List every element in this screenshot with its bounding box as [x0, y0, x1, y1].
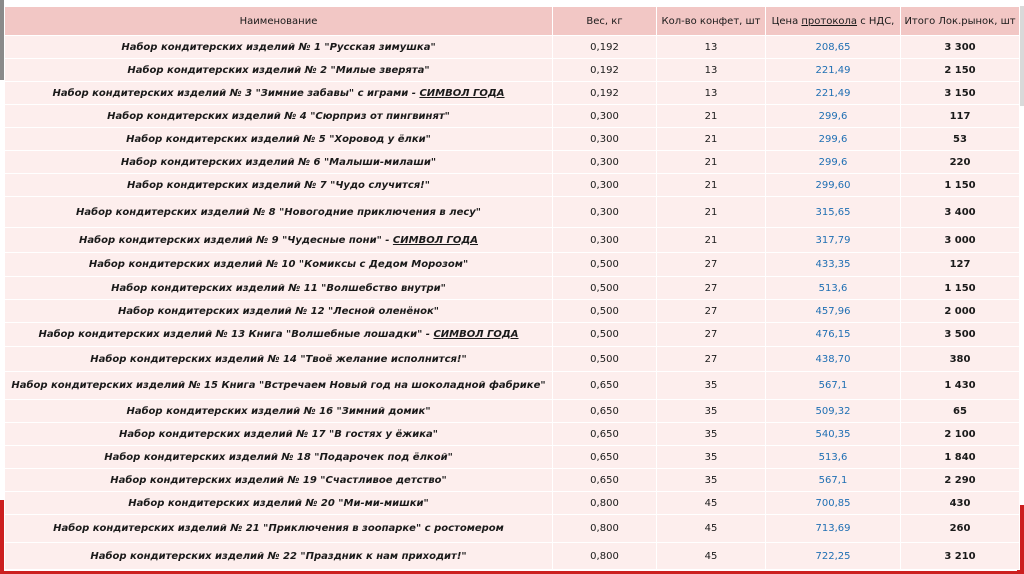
row-weight: 0,500	[553, 323, 657, 347]
row-name-text: Набор кондитерских изделий № 16 "Зимний домик"	[126, 405, 431, 417]
table-row	[5, 174, 1020, 197]
row-name-text: Набор кондитерских изделий № 9 "Чудесные пони" -	[78, 234, 393, 246]
row-weight: 0,800	[553, 543, 657, 570]
products-table	[4, 6, 1020, 570]
table-row	[5, 36, 1020, 59]
row-weight: 0,650	[553, 400, 657, 423]
row-weight: 0,192	[553, 59, 657, 82]
row-price: 513,6	[766, 277, 901, 300]
row-price: 208,65	[766, 36, 901, 59]
right-accent-bar	[1020, 6, 1024, 106]
row-name	[5, 174, 553, 197]
row-total: 3 300	[901, 36, 1020, 59]
row-price: 438,70	[766, 347, 901, 372]
row-qty: 21	[657, 228, 766, 253]
row-weight: 0,192	[553, 36, 657, 59]
row-price: 299,6	[766, 151, 901, 174]
row-weight: 0,500	[553, 347, 657, 372]
table-row	[5, 543, 1020, 570]
row-name-text: Набор кондитерских изделий № 18 "Подарочек под ёлкой"	[104, 451, 453, 463]
row-name-text: Набор кондитерских изделий № 7 "Чудо случится!"	[127, 179, 430, 191]
row-total: 2 290	[901, 469, 1020, 492]
row-weight: 0,650	[553, 446, 657, 469]
header-weight: Вес, кг	[553, 7, 657, 36]
row-total: 260	[901, 515, 1020, 543]
row-qty: 27	[657, 253, 766, 277]
row-price: 540,35	[766, 423, 901, 446]
row-total: 65	[901, 400, 1020, 423]
table-row	[5, 59, 1020, 82]
row-total: 3 150	[901, 82, 1020, 105]
symbol-of-year-label: СИМВОЛ ГОДА	[433, 329, 519, 340]
row-price: 700,85	[766, 492, 901, 515]
row-price: 315,65	[766, 197, 901, 228]
row-price: 567,1	[766, 469, 901, 492]
row-weight: 0,300	[553, 105, 657, 128]
row-total: 3 210	[901, 543, 1020, 570]
row-weight: 0,800	[553, 515, 657, 543]
row-name-text: Набор кондитерских изделий № 22 "Праздник к нам приходит!"	[90, 550, 467, 562]
table-row	[5, 446, 1020, 469]
table-row	[5, 423, 1020, 446]
row-name	[5, 323, 553, 347]
row-weight: 0,300	[553, 174, 657, 197]
row-weight: 0,650	[553, 372, 657, 400]
row-price: 509,32	[766, 400, 901, 423]
row-total: 117	[901, 105, 1020, 128]
row-weight: 0,500	[553, 300, 657, 323]
row-qty: 45	[657, 515, 766, 543]
header-total: Итого Лок.рынок, шт	[901, 7, 1020, 36]
row-price: 722,25	[766, 543, 901, 570]
row-name	[5, 59, 553, 82]
row-name-text: Набор кондитерских изделий № 10 "Комиксы с Дедом Морозом"	[88, 259, 469, 270]
row-price: 567,1	[766, 372, 901, 400]
row-name-text: Набор кондитерских изделий № 15 Книга "Встречаем Новый год на шоколадной фабрике"	[11, 380, 546, 391]
row-qty: 21	[657, 197, 766, 228]
row-qty: 27	[657, 277, 766, 300]
row-qty: 35	[657, 469, 766, 492]
row-name	[5, 228, 553, 253]
row-qty: 45	[657, 492, 766, 515]
row-total: 2 150	[901, 59, 1020, 82]
row-qty: 21	[657, 105, 766, 128]
row-name-text: Набор кондитерских изделий № 19 "Счастливое детство"	[110, 474, 447, 486]
row-qty: 35	[657, 423, 766, 446]
row-total: 430	[901, 492, 1020, 515]
row-total: 127	[901, 253, 1020, 277]
header-price-prefix: Цена	[771, 15, 802, 27]
row-name-text: Набор кондитерских изделий № 17 "В гостях у ёжика"	[118, 428, 439, 440]
row-qty: 21	[657, 174, 766, 197]
row-name	[5, 105, 553, 128]
table-row	[5, 105, 1020, 128]
row-name	[5, 277, 553, 300]
row-qty: 21	[657, 128, 766, 151]
table-row	[5, 372, 1020, 400]
row-total: 3 500	[901, 323, 1020, 347]
row-qty: 13	[657, 59, 766, 82]
row-qty: 21	[657, 151, 766, 174]
row-weight: 0,300	[553, 197, 657, 228]
row-name	[5, 300, 553, 323]
table-row	[5, 515, 1020, 543]
row-weight: 0,192	[553, 82, 657, 105]
row-name	[5, 151, 553, 174]
row-price: 513,6	[766, 446, 901, 469]
table-row	[5, 347, 1020, 372]
table-row	[5, 128, 1020, 151]
row-name	[5, 128, 553, 151]
row-name	[5, 543, 553, 570]
row-name-text: Набор кондитерских изделий № 21 "Приключения в зоопарке" с ростомером	[53, 523, 504, 534]
row-weight: 0,300	[553, 228, 657, 253]
row-weight: 0,650	[553, 469, 657, 492]
row-total: 3 400	[901, 197, 1020, 228]
row-weight: 0,650	[553, 423, 657, 446]
row-total: 380	[901, 347, 1020, 372]
table-row	[5, 300, 1020, 323]
header-name: Наименование	[5, 7, 553, 36]
row-weight: 0,300	[553, 128, 657, 151]
row-name	[5, 197, 553, 228]
table-row	[5, 469, 1020, 492]
row-qty: 13	[657, 36, 766, 59]
symbol-of-year-label: СИМВОЛ ГОДА	[419, 87, 505, 99]
row-qty: 27	[657, 323, 766, 347]
row-total: 1 150	[901, 174, 1020, 197]
table-row	[5, 82, 1020, 105]
header-price	[766, 7, 901, 36]
row-price: 457,96	[766, 300, 901, 323]
row-qty: 13	[657, 82, 766, 105]
row-total: 3 000	[901, 228, 1020, 253]
header-price-link: протокола	[801, 15, 858, 27]
row-qty: 27	[657, 347, 766, 372]
row-total: 1 150	[901, 277, 1020, 300]
row-name-text: Набор кондитерских изделий № 1 "Русская зимушка"	[121, 41, 436, 53]
row-qty: 35	[657, 446, 766, 469]
table-row	[5, 492, 1020, 515]
table-row	[5, 253, 1020, 277]
row-name-text: Набор кондитерских изделий № 6 "Малыши-милаши"	[120, 156, 437, 168]
row-price: 299,6	[766, 105, 901, 128]
symbol-of-year-label: СИМВОЛ ГОДА	[392, 234, 479, 246]
header-price-suffix: с НДС,	[857, 15, 895, 27]
row-qty: 35	[657, 372, 766, 400]
row-name-text: Набор кондитерских изделий № 4 "Сюрприз от пингвинят"	[107, 110, 450, 122]
row-name	[5, 469, 553, 492]
row-total: 2 100	[901, 423, 1020, 446]
row-name-text: Набор кондитерских изделий № 20 "Ми-ми-мишки"	[128, 497, 429, 509]
row-total: 1 840	[901, 446, 1020, 469]
row-weight: 0,800	[553, 492, 657, 515]
row-name-text: Набор кондитерских изделий № 11 "Волшебство внутри"	[111, 282, 446, 294]
row-weight: 0,500	[553, 253, 657, 277]
table-header-row	[5, 7, 1020, 36]
row-qty: 27	[657, 300, 766, 323]
row-name	[5, 82, 553, 105]
row-name-text: Набор кондитерских изделий № 5 "Хоровод у ёлки"	[126, 133, 431, 145]
row-name	[5, 446, 553, 469]
row-name-text: Набор кондитерских изделий № 12 "Лесной оленёнок"	[118, 305, 439, 317]
row-name-text: Набор кондитерских изделий № 14 "Твоё желание исполнится!"	[90, 353, 467, 365]
row-price: 299,6	[766, 128, 901, 151]
row-qty: 45	[657, 543, 766, 570]
row-name	[5, 423, 553, 446]
table-row	[5, 277, 1020, 300]
row-price: 221,49	[766, 82, 901, 105]
row-name-text: Набор кондитерских изделий № 3 "Зимние забавы" с играми -	[52, 87, 420, 99]
row-total: 2 000	[901, 300, 1020, 323]
row-name	[5, 515, 553, 543]
row-name-text: Набор кондитерских изделий № 8 "Новогодние приключения в лесу"	[75, 206, 482, 218]
table-row	[5, 400, 1020, 423]
row-name	[5, 372, 553, 400]
row-price: 433,35	[766, 253, 901, 277]
row-weight: 0,500	[553, 277, 657, 300]
table-row	[5, 323, 1020, 347]
row-total: 1 430	[901, 372, 1020, 400]
row-price: 221,49	[766, 59, 901, 82]
row-weight: 0,300	[553, 151, 657, 174]
row-total: 53	[901, 128, 1020, 151]
row-name	[5, 492, 553, 515]
row-total: 220	[901, 151, 1020, 174]
table-row	[5, 228, 1020, 253]
row-name	[5, 36, 553, 59]
row-price: 299,60	[766, 174, 901, 197]
row-name	[5, 347, 553, 372]
table-row	[5, 197, 1020, 228]
row-name	[5, 253, 553, 277]
row-price: 317,79	[766, 228, 901, 253]
row-name	[5, 400, 553, 423]
row-name-text: Набор кондитерских изделий № 2 "Милые зверята"	[127, 64, 430, 76]
row-price: 476,15	[766, 323, 901, 347]
row-name-text: Набор кондитерских изделий № 13 Книга "Волшебные лошадки" -	[38, 329, 434, 340]
table-row	[5, 151, 1020, 174]
row-price: 713,69	[766, 515, 901, 543]
row-qty: 35	[657, 400, 766, 423]
header-qty: Кол-во конфет, шт	[657, 7, 766, 36]
